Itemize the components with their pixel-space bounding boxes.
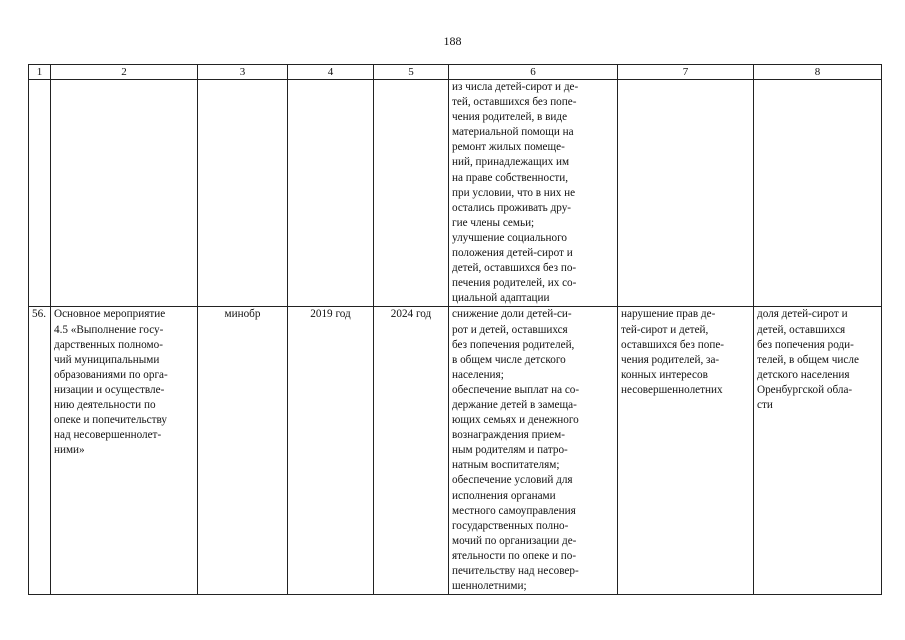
cell-text-line: вознаграждения прием- <box>452 429 565 442</box>
activity-name-cell <box>51 307 198 595</box>
column-header: 3 <box>198 65 288 80</box>
cell-text-line: телей, в общем числе <box>757 353 859 366</box>
empty-cell <box>198 80 288 307</box>
cell-text-line: ремонт жилых помеще- <box>452 141 565 154</box>
cell-text-line: натным воспитателям; <box>452 459 560 472</box>
cell-text-line: оставшихся без попе- <box>621 338 725 351</box>
column-header: 8 <box>754 65 882 80</box>
cell-text-line: без попечения родителей, <box>452 338 575 351</box>
column-header: 6 <box>449 65 618 80</box>
cell-text-line: ющих семьях и денежного <box>452 414 579 427</box>
results-cell <box>449 80 618 307</box>
cell-text-line: ятельности по опеке и по- <box>452 549 577 562</box>
column-header: 4 <box>288 65 374 80</box>
cell-text-line: при условии, что в них не <box>452 186 576 199</box>
cell-text-line: несовершеннолетних <box>621 383 723 396</box>
column-header: 2 <box>51 65 198 80</box>
cell-text-line: местного самоуправления <box>452 504 576 517</box>
cell-text-line: печительству над несовер- <box>452 565 579 577</box>
column-header: 7 <box>618 65 754 80</box>
executor-cell: минобр <box>198 307 288 595</box>
cell-text-line: рот и детей, оставшихся <box>452 323 568 336</box>
cell-text-line: детского населения <box>757 368 850 381</box>
cell-text-line: мочий по организации де- <box>452 534 577 547</box>
empty-cell <box>29 80 51 307</box>
results-cell <box>449 307 618 595</box>
cell-text-line: улучшение социального <box>452 231 567 244</box>
cell-text-line: чения родителей, в виде <box>452 111 568 124</box>
cell-text-line: без попечения роди- <box>757 338 854 351</box>
cell-text-line: обеспечение выплат на со- <box>452 383 580 396</box>
cell-text-line: материальной помощи на <box>452 126 574 139</box>
cell-text-line: над несовершеннолет- <box>54 429 162 442</box>
empty-cell <box>288 80 374 307</box>
cell-text-line: сти <box>757 398 773 411</box>
end-year-cell: 2024 год <box>374 307 449 595</box>
page-number: 188 <box>443 34 462 48</box>
empty-cell <box>618 80 754 307</box>
cell-text-line: дарственных полномо- <box>54 338 163 351</box>
cell-text-line: чий муниципальными <box>54 353 160 366</box>
cell-text-line: держание детей в замеща- <box>452 398 577 411</box>
cell-text-line: шеннолетними; <box>452 580 527 593</box>
cell-text-line: детей, оставшихся без по- <box>452 262 577 275</box>
cell-text-line: ними» <box>54 444 85 457</box>
cell-text-line: остались проживать дру- <box>452 201 572 214</box>
cell-text-line: государственных полно- <box>452 519 569 532</box>
cell-text-line: опеке и попечительству <box>54 414 168 427</box>
cell-text-line: конных интересов <box>621 368 708 381</box>
consequences-cell <box>618 307 754 595</box>
cell-text-line: Оренбургской обла- <box>757 383 853 396</box>
cell-text-line: образованиями по орга- <box>54 368 168 381</box>
indicator-cell <box>754 307 882 595</box>
cell-text-line: гие члены семьи; <box>452 216 535 229</box>
start-year-cell: 2019 год <box>288 307 374 595</box>
cell-text-line: печения родителей, их со- <box>452 277 577 290</box>
empty-cell <box>754 80 882 307</box>
cell-text-line: населения; <box>452 368 504 381</box>
cell-text-line: низации и осуществле- <box>54 383 165 396</box>
cell-text-line: Основное мероприятие <box>54 308 166 321</box>
column-number-row <box>29 65 882 80</box>
column-header: 5 <box>374 65 449 80</box>
empty-cell <box>51 80 198 307</box>
empty-cell <box>374 80 449 307</box>
cell-text-line: из числа детей-сирот и де- <box>452 81 579 93</box>
cell-text-line: циальной адаптации <box>452 292 550 305</box>
cell-text-line: ний, принадлежащих им <box>452 156 570 169</box>
cell-text-line: тей, оставшихся без попе- <box>452 96 577 109</box>
cell-text-line: тей-сирот и детей, <box>621 323 709 336</box>
cell-text-line: нарушение прав де- <box>621 308 716 321</box>
cell-text-line: исполнения органами <box>452 489 556 502</box>
cell-text-line: доля детей-сирот и <box>757 308 848 321</box>
cell-text-line: нию деятельности по <box>54 398 156 411</box>
cell-text-line: положения детей-сирот и <box>452 247 573 260</box>
cell-text-line: на праве собственности, <box>452 171 569 184</box>
cell-text-line: снижение доли детей-си- <box>452 308 572 321</box>
row-number: 56. <box>29 307 51 595</box>
cell-text-line: обеспечение условий для <box>452 474 573 487</box>
cell-text-line: в общем числе детского <box>452 353 566 366</box>
table-row <box>29 307 882 595</box>
activities-table <box>28 64 882 595</box>
continuation-row <box>29 80 882 307</box>
cell-text-line: ным родителям и патро- <box>452 444 568 457</box>
cell-text-line: чения родителей, за- <box>621 353 720 366</box>
cell-text-line: 4.5 «Выполнение госу- <box>54 323 164 336</box>
column-header: 1 <box>29 65 51 80</box>
cell-text-line: детей, оставшихся <box>757 323 846 336</box>
